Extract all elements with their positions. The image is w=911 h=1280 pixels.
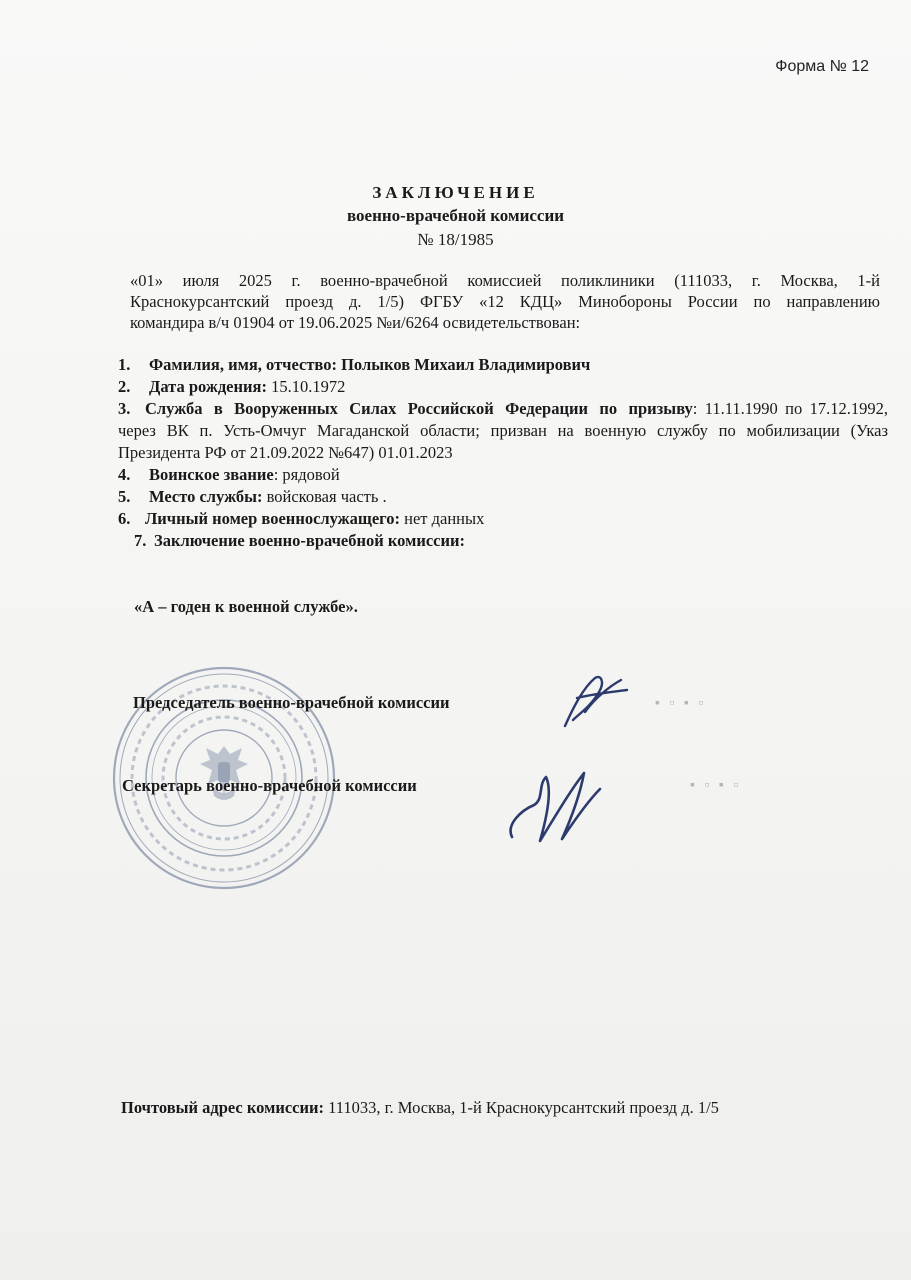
item-label: Заключение военно-врачебной комиссии: — [154, 531, 465, 550]
item-value: войсковая часть . — [262, 487, 387, 506]
list-item — [118, 486, 888, 508]
items-list — [118, 354, 888, 552]
intro-line: Краснокурсантский проезд д. 1/5) ФГБУ «12 КДЦ» Минобороны России по направлению — [130, 292, 880, 311]
secretary-name-redacted: ▪ ▫ ▪ ▫ — [690, 778, 742, 793]
document-title: ЗАКЛЮЧЕНИЕ — [372, 183, 539, 202]
chairman-signature — [555, 668, 635, 738]
item-value: нет данных — [399, 509, 485, 528]
item-label: Фамилия, имя, отчество: Полыков Михаил Владимирович — [149, 355, 591, 374]
item-value: : 11.11.1990 по 17.12.1992, через ВК п. Усть-Омчуг Магаданской области; призван на военную службу по мобилизации (Указ Президента РФ от 21.09.2022 №647) 01.01.2023 — [118, 399, 888, 462]
list-item — [118, 464, 888, 486]
item-number: 2. — [118, 377, 131, 396]
list-item — [118, 354, 888, 376]
item-label: Дата рождения: — [149, 377, 267, 396]
item-number: 6. — [118, 509, 131, 528]
list-item — [118, 508, 888, 530]
commission-conclusion: «А – годен к военной службе». — [134, 597, 358, 616]
form-number: Форма № 12 — [775, 58, 869, 75]
document-number: № 18/1985 — [417, 230, 494, 249]
secretary-signature — [500, 755, 610, 855]
list-item — [134, 530, 888, 552]
item-value: : рядовой — [273, 465, 340, 484]
document-subtitle: военно-врачебной комиссии — [346, 206, 565, 225]
intro-line: «01» июля 2025 г. военно-врачебной комиссией поликлиники (111033, г. Москва, 1-й — [130, 271, 880, 290]
chairman-name-redacted: ▪ ▫ ▪ ▫ — [655, 696, 707, 711]
secretary-label: Секретарь военно-врачебной комиссии — [122, 776, 417, 795]
item-number: 3. — [118, 399, 131, 418]
item-label: Служба в Вооруженных Силах Российской Федерации по призыву — [145, 399, 693, 418]
intro-line: командира в/ч 01904 от 19.06.2025 №и/6264 освидетельствован: — [130, 313, 581, 332]
list-item — [118, 376, 888, 398]
item-label: Личный номер военнослужащего: — [145, 509, 400, 528]
list-item — [118, 398, 888, 464]
item-label: Воинское звание — [149, 465, 274, 484]
mailing-address-label: Почтовый адрес комиссии: — [121, 1098, 324, 1117]
chairman-label: Председатель военно-врачебной комиссии — [133, 693, 450, 712]
intro-paragraph — [130, 270, 880, 333]
item-label: Место службы: — [149, 487, 263, 506]
item-number: 1. — [118, 355, 131, 374]
item-value: 15.10.1972 — [266, 377, 346, 396]
item-number: 4. — [118, 465, 131, 484]
item-number: 7. — [134, 531, 147, 550]
item-number: 5. — [118, 487, 131, 506]
mailing-address-value: 111033, г. Москва, 1-й Краснокурсантский проезд д. 1/5 — [324, 1098, 719, 1117]
mailing-address — [121, 1098, 719, 1118]
